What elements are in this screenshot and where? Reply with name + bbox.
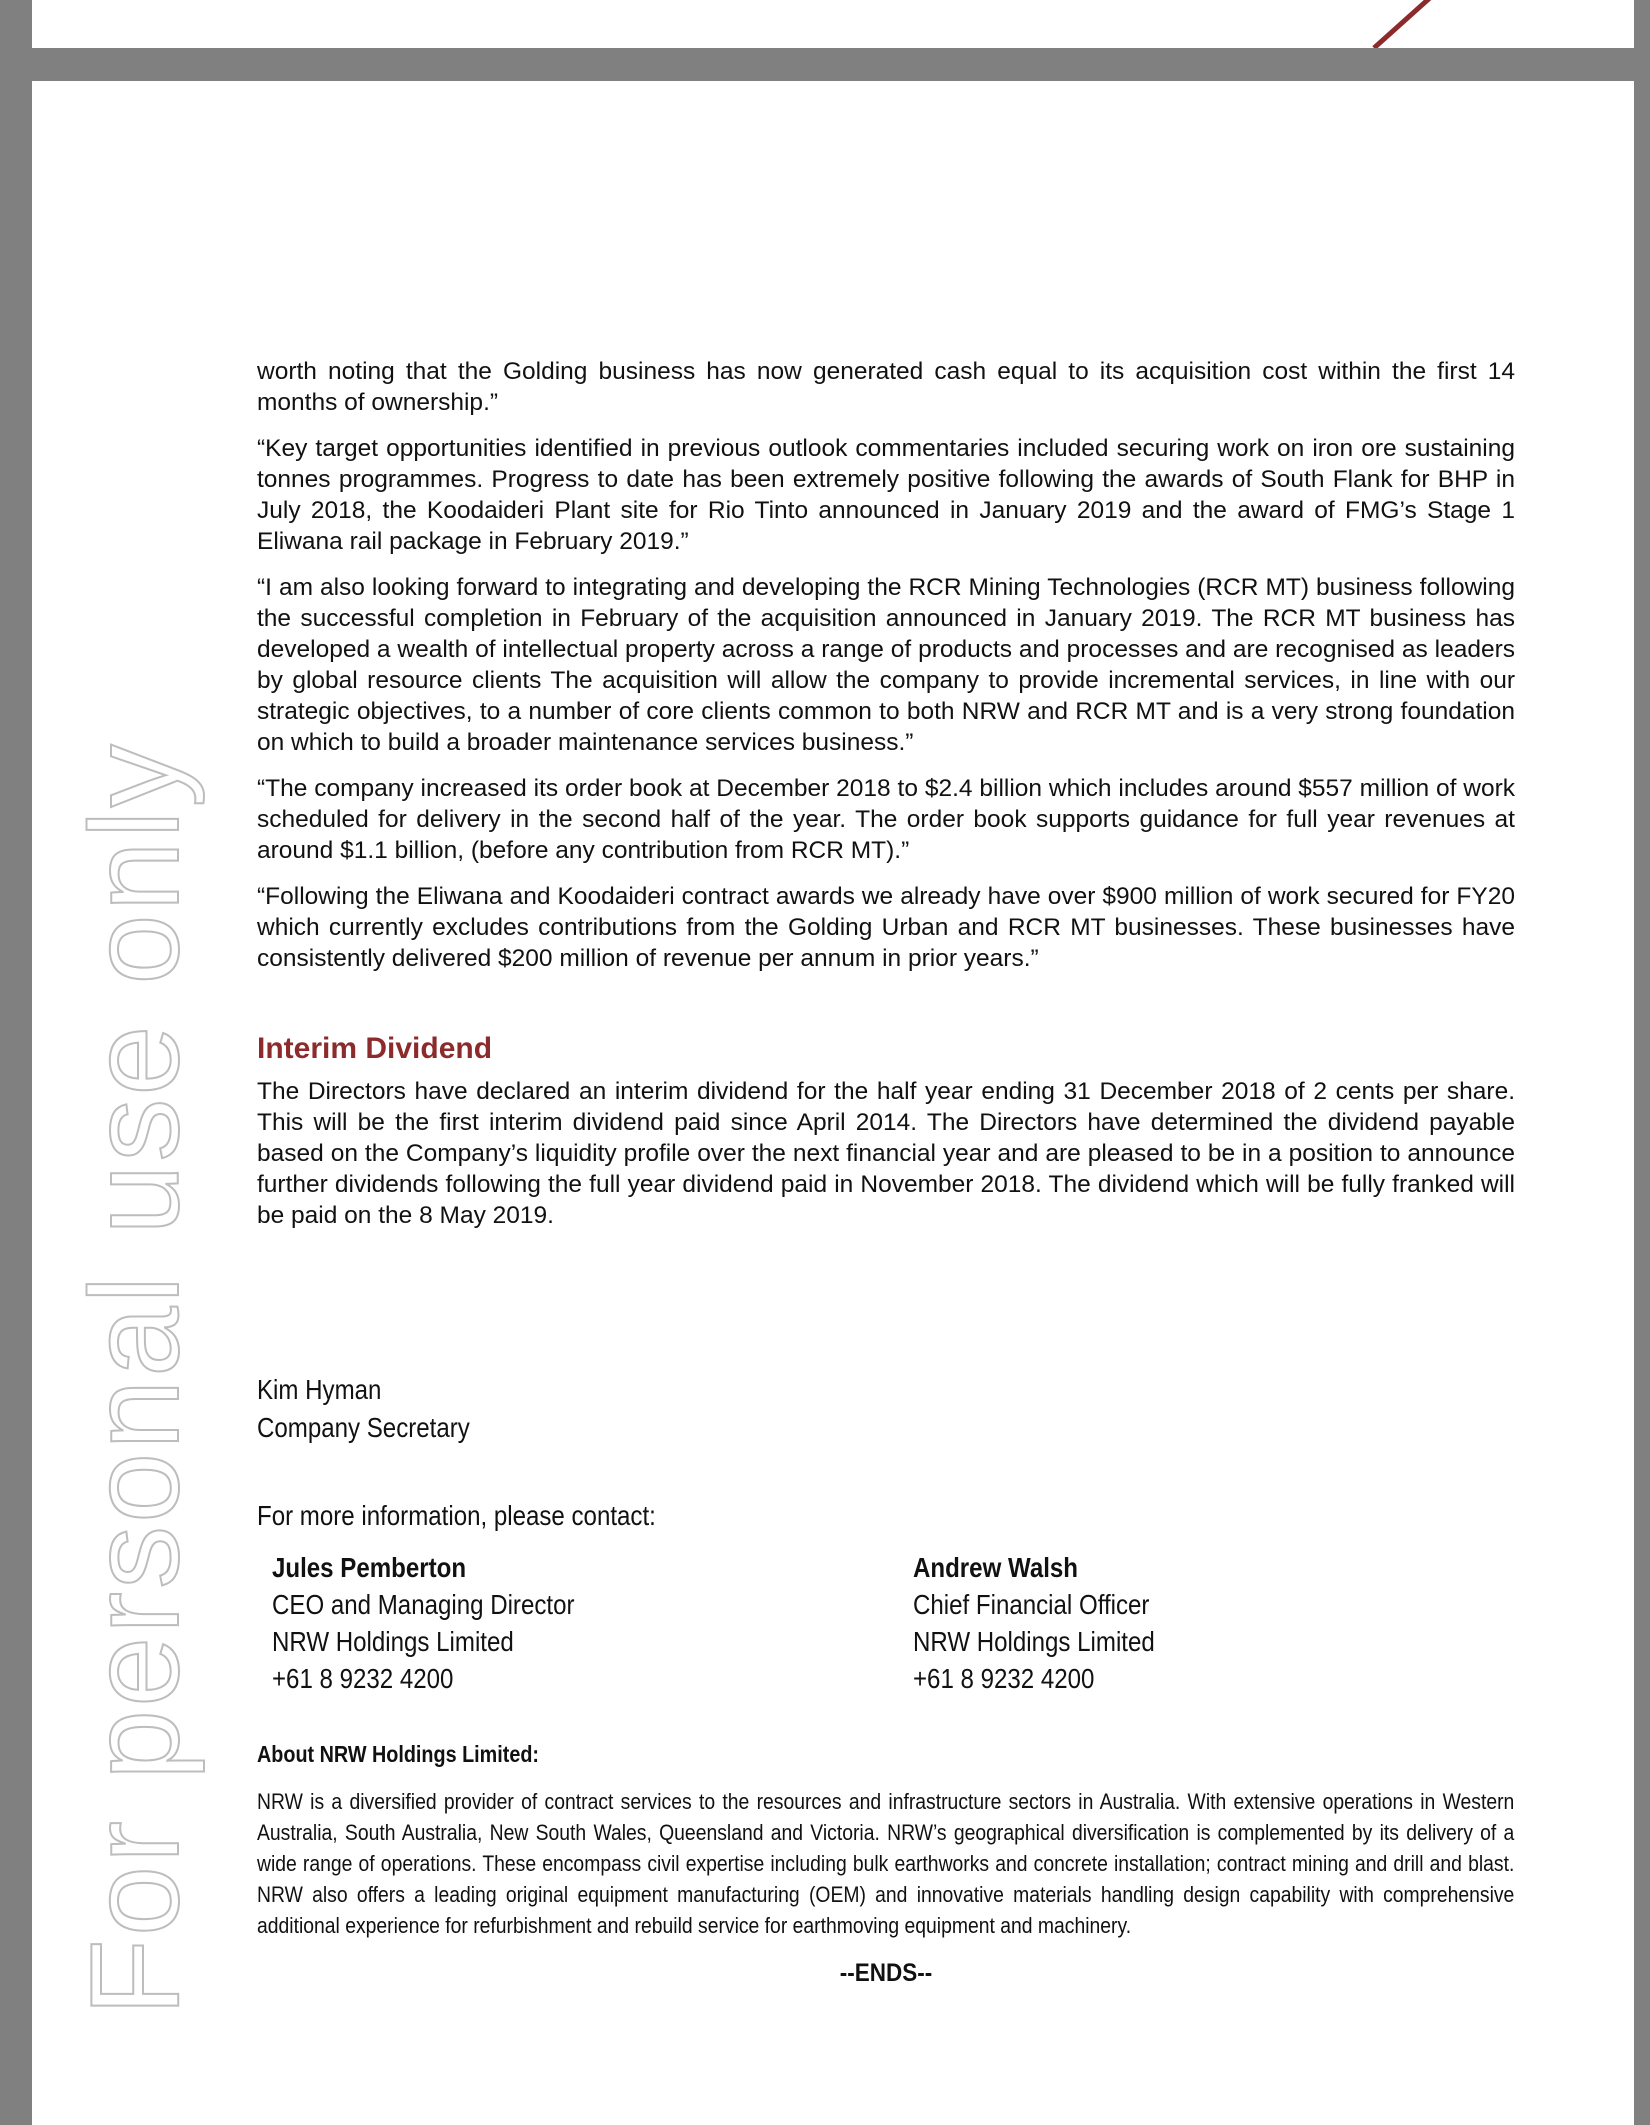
watermark-text: For personal use only	[64, 741, 205, 2016]
section-heading-dividend: Interim Dividend	[257, 1032, 493, 1065]
about-heading: About NRW Holdings Limited:	[257, 1741, 540, 1767]
previous-page-edge	[32, 0, 1634, 48]
signatory-title: Company Secretary	[257, 1412, 470, 1443]
contact-card	[913, 1549, 1155, 1697]
previous-page-accent-line	[32, 0, 1634, 48]
contacts-section	[257, 1549, 1515, 1699]
contact-role: Chief Financial Officer	[913, 1589, 1150, 1620]
dividend-paragraph: The Directors have declared an interim dividend for the half year ending 31 December 2018 of 2 cents per share. This will be the first interim dividend paid since April 2014. The Directors have determined the dividend payable based on the Company’s liquidity profile over the next financial year and are pleased to be in a position to announce further dividends following the full year dividend paid in November 2018. The dividend which will be fully franked will be paid on the 8 May 2019.	[257, 1078, 1515, 1229]
body-paragraph: “Key target opportunities identified in previous outlook commentaries included securing work on iron ore sustaining tonnes programmes. Progress to date has been extremely positive following the awards of South Flank for BHP in July 2018, the Koodaideri Plant site for Rio Tinto announced in January 2019 and the award of FMG’s Stage 1 Eliwana rail package in February 2019.”	[257, 435, 1515, 555]
signature-block	[257, 1371, 1339, 1447]
document-page	[32, 81, 1634, 2125]
contact-intro: For more information, please contact:	[257, 1500, 656, 1531]
contact-name: Jules Pemberton	[272, 1552, 467, 1583]
contact-role: CEO and Managing Director	[272, 1589, 575, 1620]
contact-phone: +61 8 9232 4200	[913, 1663, 1095, 1694]
body-paragraph: “The company increased its order book at December 2018 to $2.4 billion which includes around $557 million of work scheduled for delivery in the second half of the year. The order book supports guidance for full year revenues at around $1.1 billion, (before any contribution from RCR MT).”	[257, 775, 1515, 864]
contact-card	[272, 1549, 574, 1697]
about-paragraph: NRW is a diversified provider of contract services to the resources and infrastructure sectors in Australia. With extensive operations in Western Australia, South Australia, New South Wales, Queensland and Victoria. NRW’s geographical diversification is complemented by its delivery of a wide range of operations. These encompass civil expertise including bulk earthworks and concrete installation; contract mining and drill and blast. NRW also offers a leading original equipment manufacturing (OEM) and innovative materials handling design capability with comprehensive additional experience for refurbishment and rebuild service for earthmoving equipment and machinery.	[257, 1789, 1515, 1938]
body-paragraph: worth noting that the Golding business has now generated cash equal to its acquisition cost within the first 14 months of ownership.”	[257, 358, 1515, 416]
contact-name: Andrew Walsh	[913, 1552, 1079, 1583]
signatory-name: Kim Hyman	[257, 1374, 382, 1405]
page-content	[257, 356, 1515, 1988]
contact-company: NRW Holdings Limited	[272, 1626, 514, 1657]
ends-marker: --ENDS--	[839, 1959, 933, 1987]
body-paragraph: “Following the Eliwana and Koodaideri contract awards we already have over $900 million of work secured for FY20 which currently excludes contributions from the Golding Urban and RCR MT businesses. These businesses have consistently delivered $200 million of revenue per annum in prior years.”	[257, 883, 1515, 972]
contact-phone: +61 8 9232 4200	[272, 1663, 454, 1694]
contact-company: NRW Holdings Limited	[913, 1626, 1155, 1657]
body-paragraph: “I am also looking forward to integrating and developing the RCR Mining Technologies (RCR MT) business following the successful completion in February of the acquisition announced in January 2019. The RCR MT business has developed a wealth of intellectual property across a range of products and processes and are recognised as leaders by global resource clients The acquisition will allow the company to provide incremental services, in line with our strategic objectives, to a number of core clients common to both NRW and RCR MT and is a very strong foundation on which to build a broader maintenance services business.”	[257, 574, 1515, 756]
